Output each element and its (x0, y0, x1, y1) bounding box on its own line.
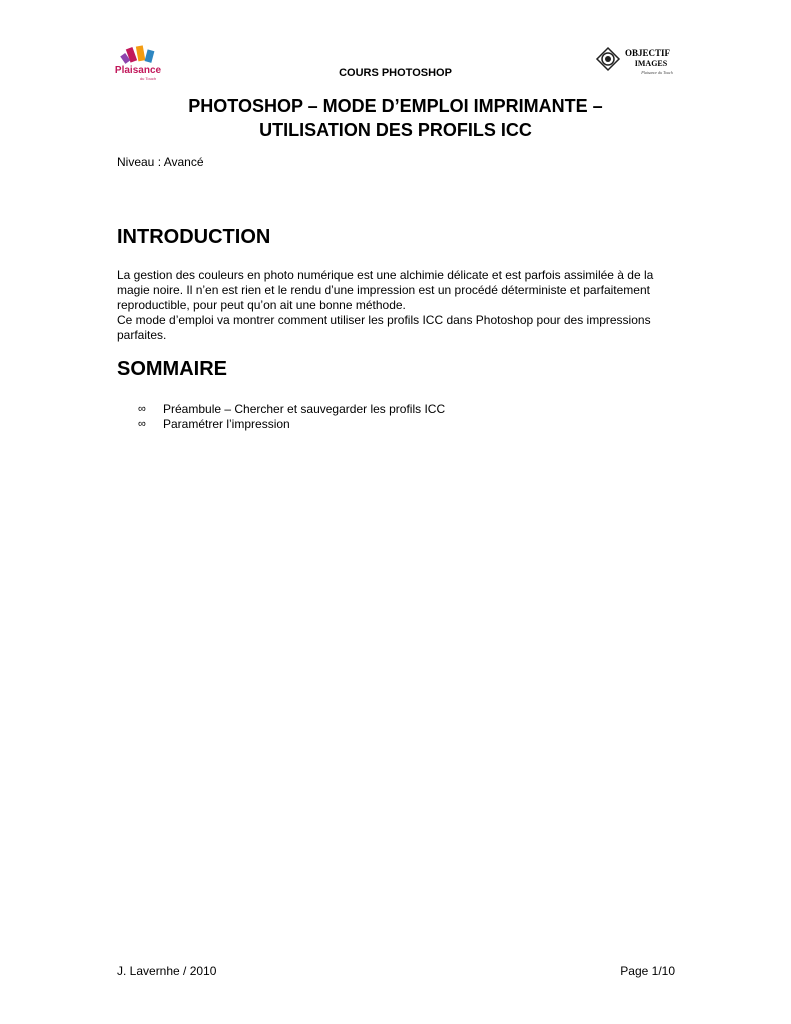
logo-block-blue (145, 49, 155, 62)
document-title-line2: UTILISATION DES PROFILS ICC (259, 120, 532, 140)
document-title (60, 94, 731, 142)
sommaire-heading: SOMMAIRE (117, 358, 227, 380)
logo-text-main: Plaisance (114, 65, 162, 76)
logo-line2: IMAGES (634, 59, 668, 68)
table-of-contents (138, 402, 445, 432)
logo-text-sub: du Touch (139, 76, 157, 81)
lens-center-icon (605, 56, 611, 62)
infinity-bullet-icon: ∞ (138, 403, 146, 415)
infinity-bullet-icon: ∞ (138, 418, 146, 430)
logo-block-orange (136, 45, 145, 61)
logo-tagline: Plaisance du Touch (641, 70, 673, 75)
toc-item[interactable] (138, 402, 445, 417)
level-label: Niveau : Avancé (117, 155, 204, 169)
document-title-line1: PHOTOSHOP – MODE D’EMPLOI IMPRIMANTE – (188, 96, 603, 116)
header-title: COURS PHOTOSHOP (339, 67, 452, 79)
footer-page-number: Page 1/10 (620, 964, 675, 978)
logo-line1: OBJECTIF (625, 48, 671, 58)
toc-item-label: Paramétrer l’impression (163, 417, 290, 431)
introduction-heading: INTRODUCTION (117, 226, 271, 248)
introduction-paragraph-2: Ce mode d’emploi va montrer comment utiliser les profils ICC dans Photoshop pour des impressions parfaites. (117, 313, 651, 342)
footer-author: J. Lavernhe / 2010 (117, 964, 217, 978)
toc-item-label: Préambule – Chercher et sauvegarder les profils ICC (163, 402, 446, 416)
objectif-images-logo (595, 46, 685, 78)
introduction-paragraph-1: La gestion des couleurs en photo numérique est une alchimie délicate et est parfois assimilée à de la magie noire. Il n’en est rien et le rendu d’une impression est un procédé déterministe et parfaitement reproductible, pour peut qu’on ait une bonne méthode. (117, 268, 654, 312)
introduction-text (117, 268, 687, 343)
toc-item[interactable] (138, 417, 445, 432)
